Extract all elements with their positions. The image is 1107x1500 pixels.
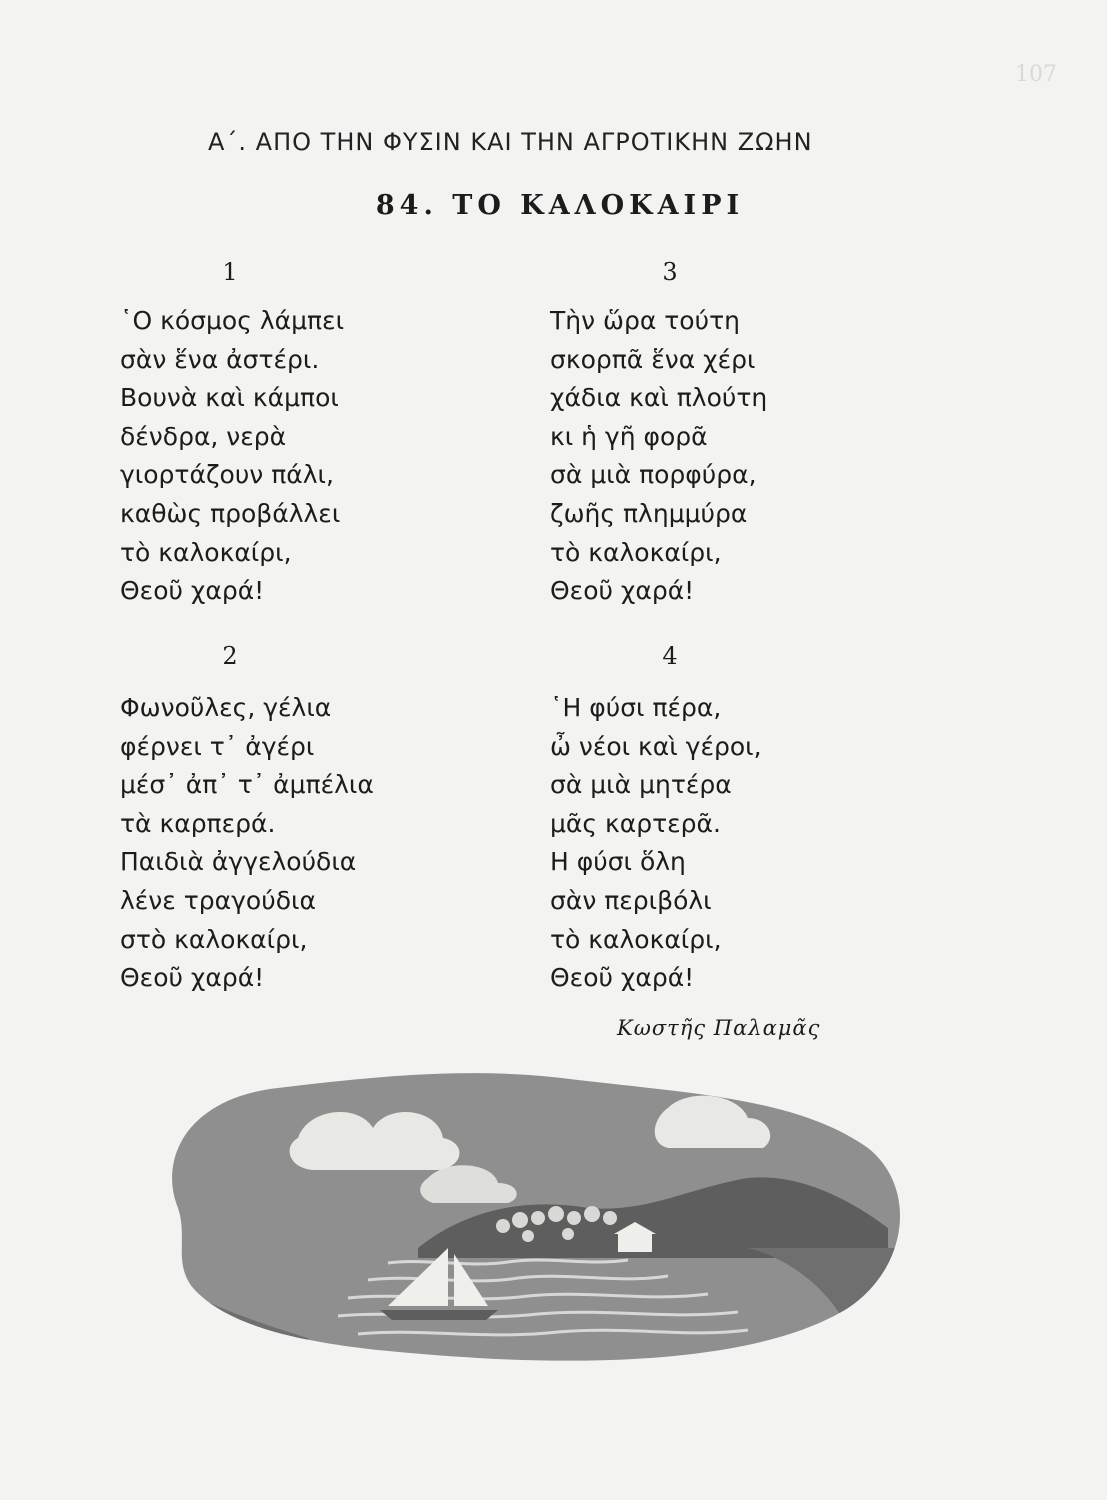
page-number: 107 [1015, 62, 1057, 87]
stanza-line: ῾Ο κόσμος λάμπει [120, 306, 345, 335]
section-title: Α΄. ΑΠΟ ΤΗΝ ΦΥΣΙΝ ΚΑΙ ΤΗΝ ΑΓΡΟΤΙΚΗΝ ΖΩΗΝ [208, 128, 813, 156]
stanza-line: Τὴν ὥρα τούτη [550, 306, 740, 335]
stanza-number-3: 3 [662, 258, 678, 286]
stanza-line: Βουνὰ καὶ κάμποι [120, 383, 339, 413]
stanza-2 [120, 689, 374, 998]
stanza-line: σὰ μιὰ πορφύρα, [550, 460, 757, 490]
stanza-line: Θεοῦ χαρά! [550, 576, 695, 606]
stanza-line: Θεοῦ χαρά! [120, 576, 265, 606]
stanza-3 [550, 302, 767, 611]
stanza-line: χάδια καὶ πλούτη [550, 383, 768, 413]
stanza-line: γιορτάζουν πάλι, [120, 460, 334, 490]
stanza-line: καθὼς προβάλλει [120, 498, 341, 528]
stanza-line: Φωνοῦλες, γέλια [120, 693, 332, 722]
stanza-line: κι ἡ γῆ φορᾶ [550, 421, 708, 451]
stanza-line: δένδρα, νερὰ [120, 421, 287, 451]
stanza-line: μᾶς καρτερᾶ. [550, 808, 721, 838]
stanza-line: Παιδιὰ ἀγγελούδια [120, 847, 357, 877]
author-signature: Κωστῆς Παλαμᾶς [617, 1016, 821, 1040]
stanza-line: Θεοῦ χαρά! [550, 963, 695, 993]
stanza-line: τὸ καλοκαίρι, [120, 537, 292, 567]
stanza-1 [120, 302, 344, 611]
poem-title: 84. ΤΟ ΚΑΛΟΚΑΙΡΙ [375, 190, 745, 221]
stanza-line: Θεοῦ χαρά! [120, 963, 265, 993]
stanza-line: ὦ νέοι καὶ γέροι, [550, 731, 762, 761]
stanza-line: τὸ καλοκαίρι, [550, 924, 722, 954]
stanza-line: ῾Η φύσι πέρα, [550, 693, 722, 722]
landscape-illustration [148, 1058, 918, 1370]
stanza-line: σὰ μιὰ μητέρα [550, 770, 732, 800]
stanza-line: μέσ᾿ ἀπ᾿ τ᾿ ἀμπέλια [120, 770, 374, 800]
stanza-line: στὸ καλοκαίρι, [120, 924, 308, 954]
stanza-number-1: 1 [222, 258, 238, 286]
stanza-number-2: 2 [222, 642, 238, 670]
stanza-line: σκορπᾶ ἕνα χέρι [550, 344, 756, 374]
stanza-line: ζωῆς πλημμύρα [550, 498, 748, 528]
stanza-line: Η φύσι ὅλη [550, 847, 686, 877]
stanza-line: λένε τραγούδια [120, 885, 316, 915]
stanza-number-4: 4 [662, 642, 678, 670]
stanza-line: τὸ καλοκαίρι, [550, 537, 722, 567]
stanza-line: σὰν ἕνα ἀστέρι. [120, 344, 320, 374]
stanza-line: σὰν περιβόλι [550, 885, 712, 915]
stanza-4 [550, 689, 762, 998]
stanza-line: τὰ καρπερά. [120, 808, 276, 838]
stanza-line: φέρνει τ᾿ ἀγέρι [120, 731, 315, 761]
